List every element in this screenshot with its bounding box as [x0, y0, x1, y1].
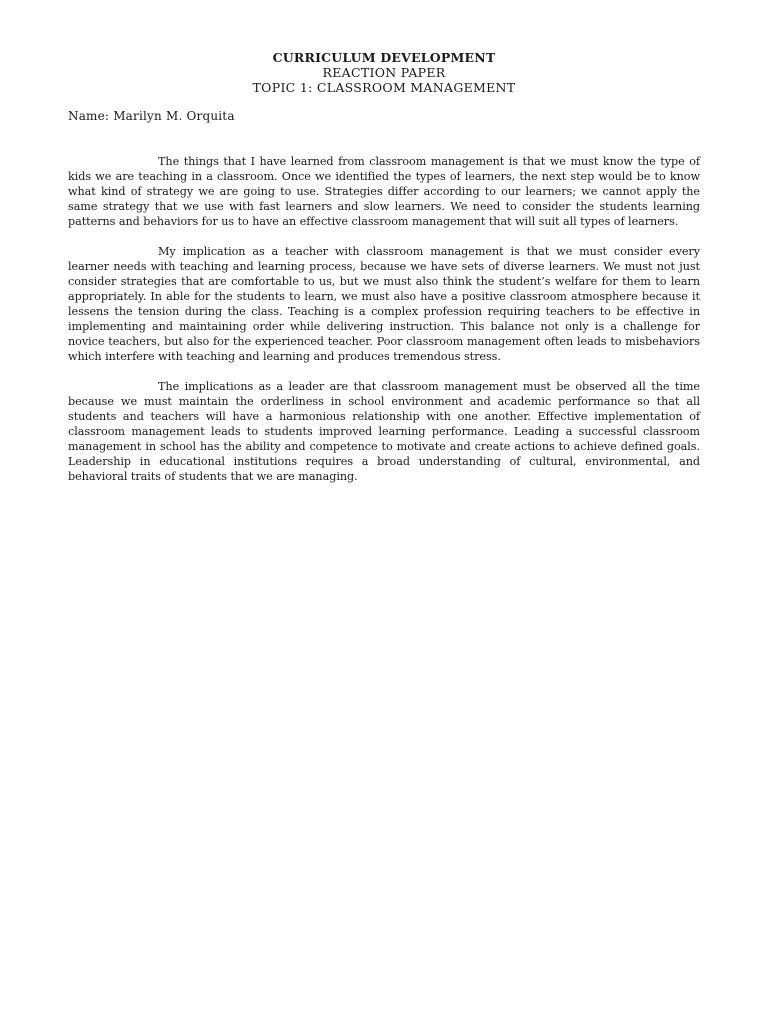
- document-header: [0, 50, 768, 95]
- document-body: [68, 154, 700, 499]
- document-subtitle: REACTION PAPER: [322, 65, 446, 80]
- author-name: Name: Marilyn M. Orquita: [68, 109, 235, 123]
- document-title: CURRICULUM DEVELOPMENT: [272, 50, 496, 65]
- paragraph-2: My implication as a teacher with classroom management is that we must consider every learner needs with teaching and learning process, because we have sets of diverse learners. We must not just consider strategies that are comfortable to us, but we must also think the student’s welfare for them to learn appropriately. In able for the students to learn, we must also have a positive classroom atmosphere because it lessens the tension during the class. Teaching is a complex profession requiring teachers to be effective in implementing and maintaining order while delivering instruction. This balance not only is a challenge for novice teachers, but also for the experienced teacher. Poor classroom management often leads to misbehaviors which interfere with teaching and learning and produces tremendous stress.: [68, 245, 700, 363]
- document-topic: TOPIC 1: CLASSROOM MANAGEMENT: [252, 80, 516, 95]
- paragraph-3: The implications as a leader are that classroom management must be observed all the time because we must maintain the orderliness in school environment and academic performance so that all students and teachers will have a harmonious relationship with one another. Effective implementation of classroom management leads to students improved learning performance. Leading a successful classroom management in school has the ability and competence to motivate and create actions to achieve defined goals. Leadership in educational institutions requires a broad understanding of cultural, environmental, and behavioral traits of students that we are managing.: [68, 380, 700, 483]
- paragraph-1: The things that I have learned from classroom management is that we must know the type of kids we are teaching in a classroom. Once we identified the types of learners, the next step would be to know what kind of strategy we are going to use. Strategies differ according to our learners; we cannot apply the same strategy that we use with fast learners and slow learners. We need to consider the students learning patterns and behaviors for us to have an effective classroom management that will suit all types of learners.: [68, 155, 700, 228]
